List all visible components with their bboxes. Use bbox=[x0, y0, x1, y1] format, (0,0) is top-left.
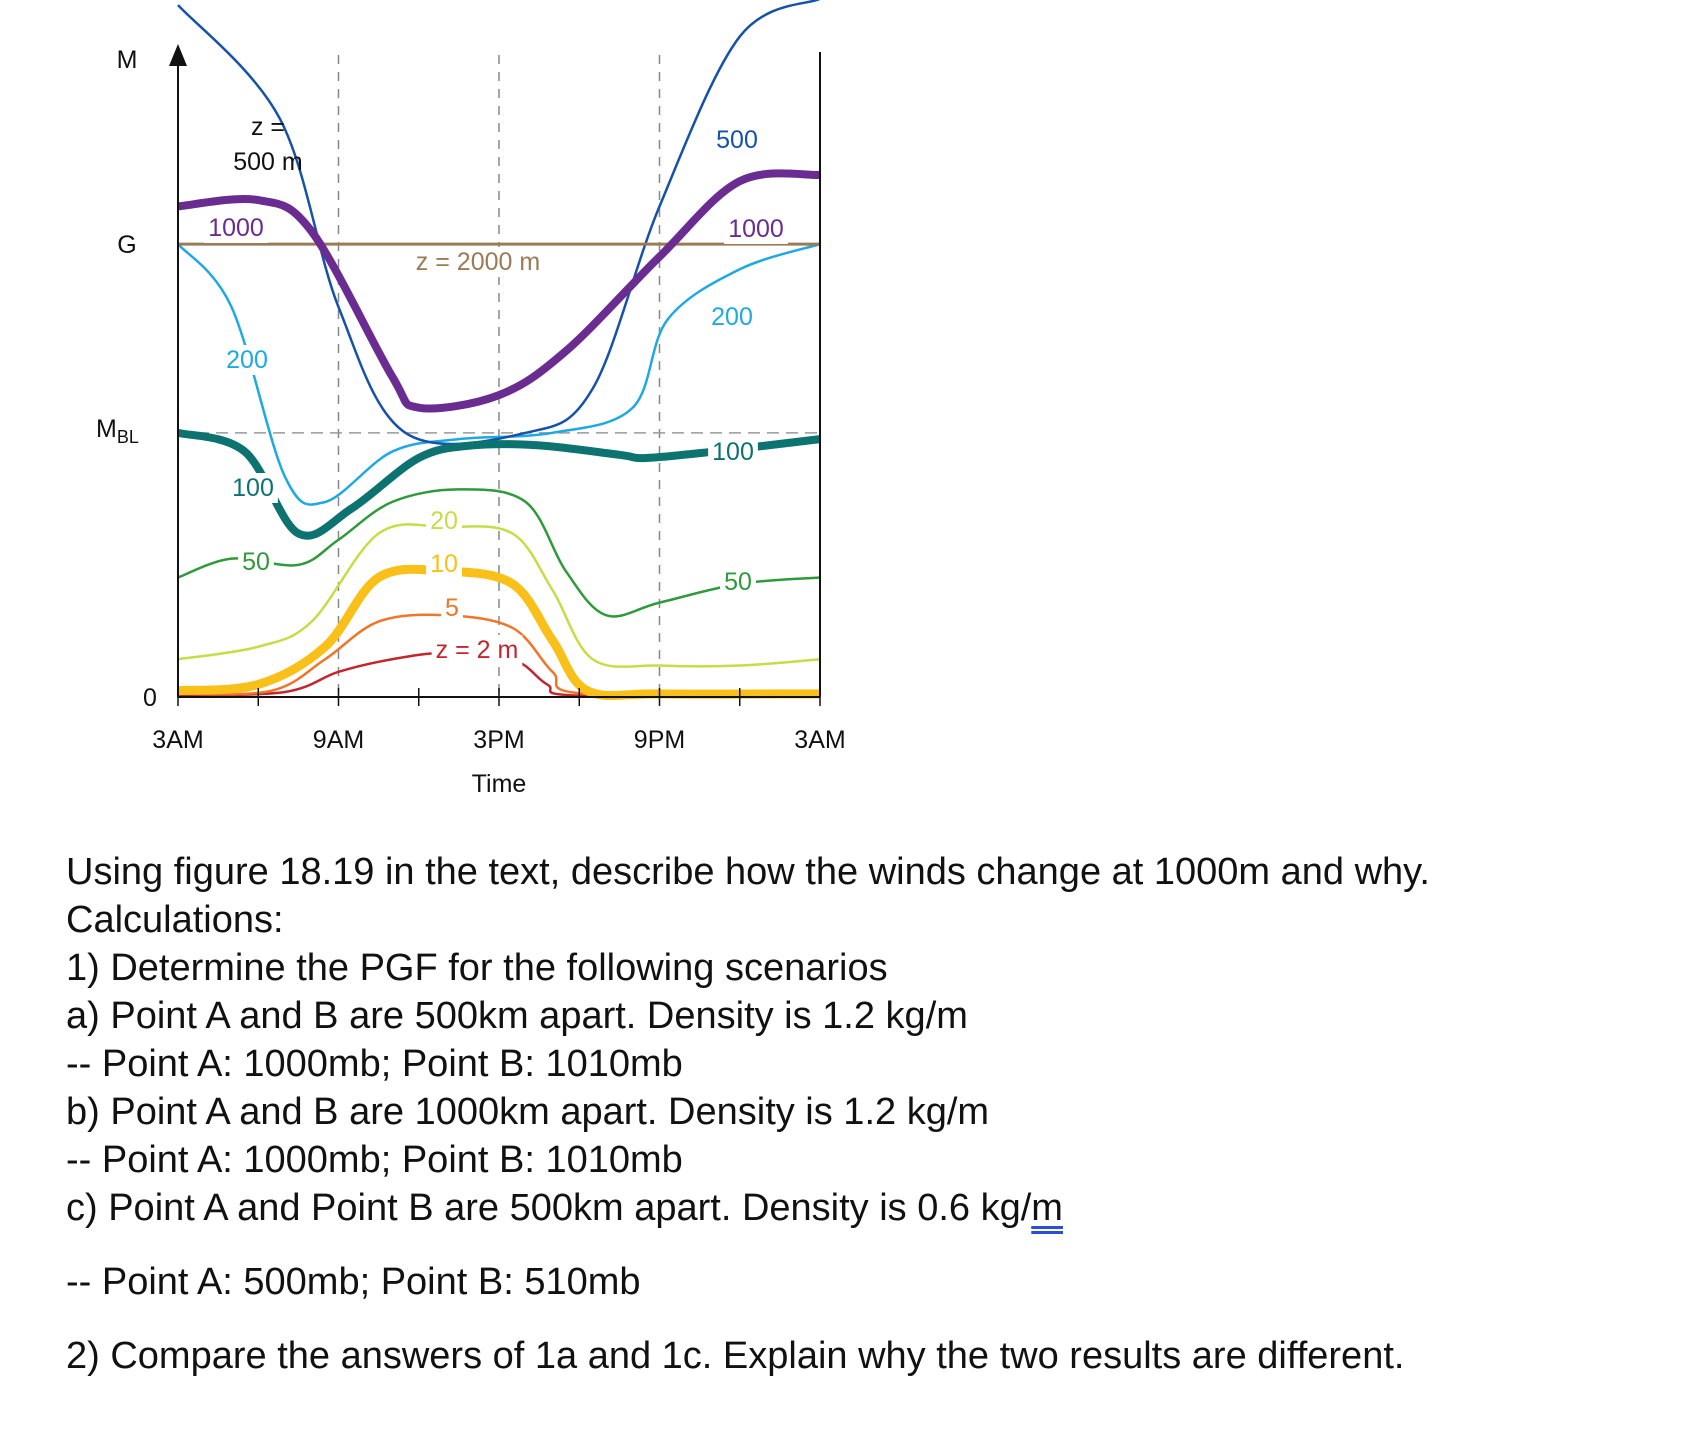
y-tick-label-mbl: $M_{BL}$ bbox=[96, 414, 139, 447]
series-label-5: 200 bbox=[711, 303, 753, 331]
series-label-2: 1000 bbox=[728, 215, 784, 243]
series-label-7: 100 bbox=[712, 438, 754, 466]
x-tick-label: 3PM bbox=[473, 726, 525, 754]
scenario-c bbox=[66, 1184, 1666, 1232]
series-label-11: 10 bbox=[430, 550, 458, 578]
series-label-10: 20 bbox=[430, 507, 458, 535]
annotation-z-eq: z = bbox=[250, 113, 286, 141]
series-line-z-500-m bbox=[178, 0, 820, 444]
series-label-12: 5 bbox=[445, 594, 459, 622]
annotation-500m: 500 m bbox=[233, 148, 303, 176]
x-tick-label: 3AM bbox=[794, 726, 846, 754]
question-1: 1) Determine the PGF for the following scenarios bbox=[66, 947, 888, 989]
x-tick-label: 9PM bbox=[633, 726, 686, 754]
x-axis-label: Time bbox=[471, 770, 527, 798]
series-label-13: z = 2 m bbox=[435, 636, 519, 664]
intro-line: Using figure 18.19 in the text, describe how the winds change at 1000m and why. bbox=[66, 851, 1430, 893]
series-label-0: 500 bbox=[716, 126, 758, 154]
y-tick-label-g: G bbox=[117, 231, 137, 260]
series-label-1: 1000 bbox=[208, 214, 264, 242]
scenario-a: a) Point A and B are 500km apart. Density is 1.2 kg/m bbox=[66, 995, 968, 1037]
series-label-8: 50 bbox=[242, 548, 270, 576]
scenario-a-points: -- Point A: 1000mb; Point B: 1010mb bbox=[66, 1043, 683, 1085]
y-tick-label-zero: 0 bbox=[143, 684, 157, 712]
question-2: 2) Compare the answers of 1a and 1c. Explain why the two results are different. bbox=[66, 1335, 1405, 1377]
question-text bbox=[66, 848, 1666, 1380]
scenario-c-points: -- Point A: 500mb; Point B: 510mb bbox=[66, 1261, 641, 1303]
scenario-b: b) Point A and B are 1000km apart. Density is 1.2 kg/m bbox=[66, 1091, 990, 1133]
series-label-9: 50 bbox=[724, 568, 752, 596]
series-label-3: z = 2000 m bbox=[415, 248, 541, 276]
series-label-4: 200 bbox=[226, 346, 268, 374]
y-tick-label-m: M bbox=[116, 46, 138, 74]
calc-heading: Calculations: bbox=[66, 899, 284, 941]
x-tick-label: 3AM bbox=[152, 726, 204, 754]
y-tick-label-mbl-sub: BL bbox=[116, 426, 139, 447]
x-tick-label: 9AM bbox=[312, 726, 365, 754]
y-axis-arrow bbox=[169, 44, 187, 66]
series-label-6: 100 bbox=[232, 474, 274, 502]
scenario-b-points: -- Point A: 1000mb; Point B: 1010mb bbox=[66, 1139, 683, 1181]
scenario-c-unit: m bbox=[1031, 1187, 1063, 1229]
scenario-c-text: c) Point A and Point B are 500km apart. Density is 0.6 kg/ bbox=[66, 1187, 1032, 1229]
chart-labels bbox=[96, 46, 846, 798]
